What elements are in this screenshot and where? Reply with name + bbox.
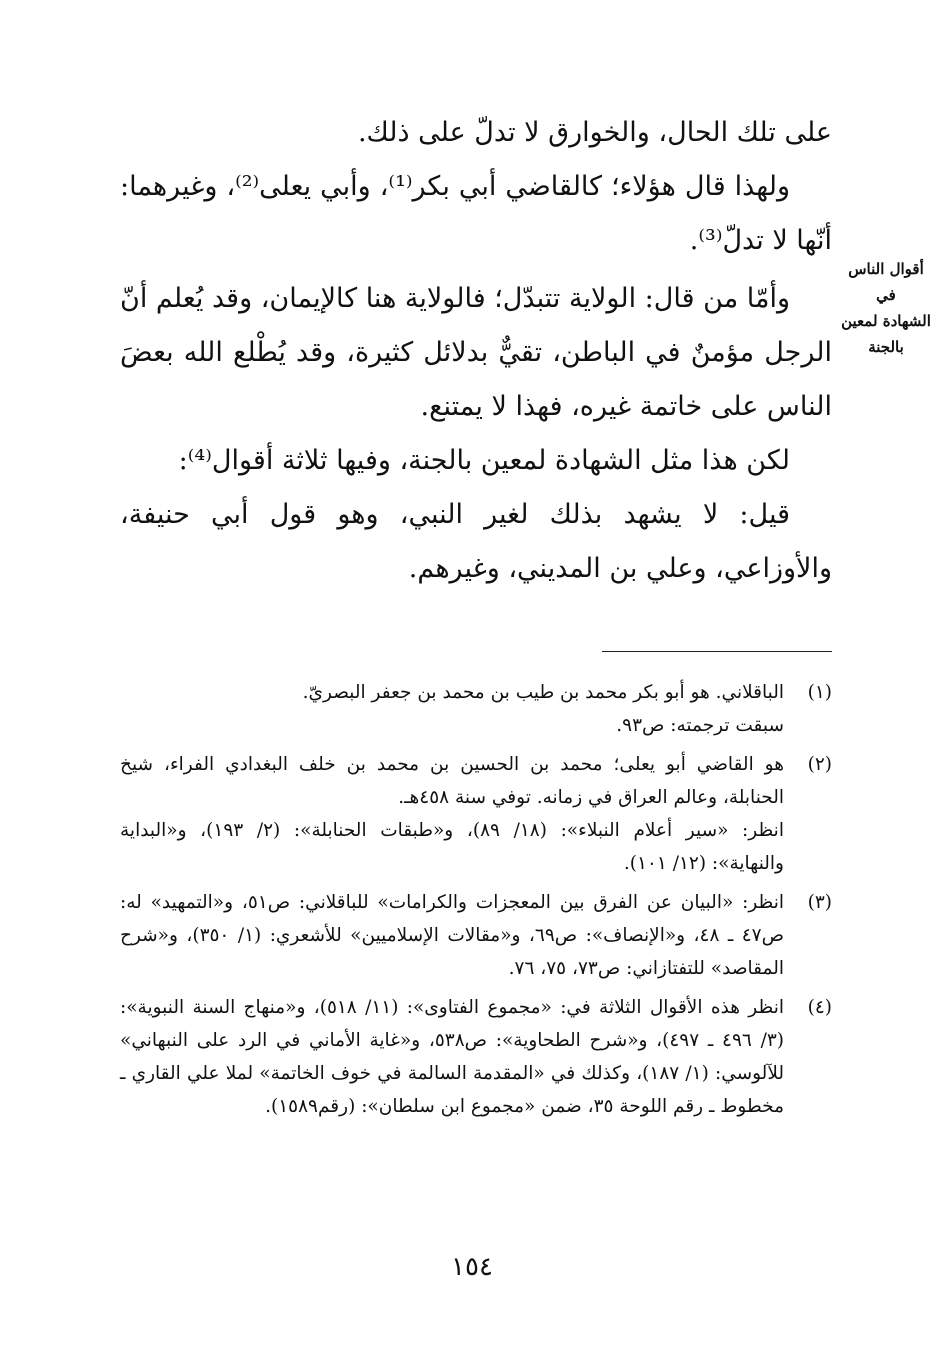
margin-note-line-1: أقوال الناس في xyxy=(848,260,924,304)
footnote-line: انظر: «البيان عن الفرق بين المعجزات والكرامات» للباقلاني: ص٥١، و«التمهيد» له: ص٤٧ ـ ٤٨، و«الإنصاف»: ص٦٩، و«مقالات الإسلاميين» للأشعري: (١/ ٣٥٠)، و«شرح المقاصد» للتفتازاني: ص٧٣، ٧٥، ٧٦. xyxy=(120,892,784,979)
margin-note-line-2: الشهادة لمعين بالجنة xyxy=(841,312,931,356)
paragraph-4: لكن هذا مثل الشهادة لمعين بالجنة، وفيها ثلاثة أقوال⁽⁴⁾: xyxy=(178,445,790,476)
footnote-body xyxy=(120,676,784,742)
footnote-number: (٢) xyxy=(807,754,832,775)
footnote-3 xyxy=(120,886,832,985)
footnote-1 xyxy=(120,676,832,742)
paragraph-3: وأمّا من قال: الولاية تتبدّل؛ فالولاية هنا كالإيمان، وقد يُعلم أنّ الرجل مؤمنٌ في الباطن، تقيٌّ بدلائل كثيرة، وقد يُطْلع الله بعضَ الناس على خاتمة غيره، فهذا لا يمتنع. xyxy=(120,283,832,422)
footnotes xyxy=(120,676,832,1129)
page-number: ١٥٤ xyxy=(451,1252,493,1282)
footnote-line: انظر: «سير أعلام النبلاء»: (١٨/ ٨٩)، و«طبقات الحنابلة»: (٢/ ١٩٣)، و«البداية والنهاية»: (١٢/ ١٠١). xyxy=(120,820,784,874)
footnote-number: (٤) xyxy=(807,997,832,1018)
footnote-line: الباقلاني. هو أبو بكر محمد بن طيب بن محمد بن جعفر البصريّ. xyxy=(302,682,784,703)
footnote-line: سبقت ترجمته: ص٩٣. xyxy=(616,715,784,736)
paragraph-1: على تلك الحال، والخوارق لا تدلّ على ذلك. xyxy=(357,117,832,148)
footnote-number: (١) xyxy=(807,682,832,703)
footnote-body xyxy=(120,991,784,1123)
margin-note xyxy=(836,256,936,360)
footnote-number: (٣) xyxy=(807,892,832,913)
footnote-line: هو القاضي أبو يعلى؛ محمد بن الحسين بن محمد بن خلف البغدادي الفراء، شيخ الحنابلة، وعالم العراق في زمانه. توفي سنة ٤٥٨هـ. xyxy=(120,754,784,808)
main-text xyxy=(120,106,832,596)
paragraph-2: ولهذا قال هؤلاء؛ كالقاضي أبي بكر⁽¹⁾، وأبي يعلى⁽²⁾، وغيرهما: أنّها لا تدلّ⁽³⁾. xyxy=(120,171,832,256)
footnote-2 xyxy=(120,748,832,880)
footnote-body xyxy=(120,748,784,880)
footnote-line: انظر هذه الأقوال الثلاثة في: «مجموع الفتاوى»: (١١/ ٥١٨)، و«منهاج السنة النبوية»: (٣/ ٤٩٦ ـ ٤٩٧)، و«شرح الطحاوية»: ص٥٣٨، و«غاية الأماني في الرد على النبهاني» للآلوسي: (١/ ١٨٧)، وكذلك في «المقدمة السالمة في خوف الخاتمة» لملا علي القاري ـ مخطوط ـ رقم اللوحة ٣٥، ضمن «مجموع ابن سلطان»: (رقم١٥٨٩). xyxy=(120,997,784,1117)
paragraph-5: قيل: لا يشهد بذلك لغير النبي، وهو قول أبي حنيفة، والأوزاعي، وعلي بن المديني، وغيرهم. xyxy=(120,499,832,584)
footnote-separator xyxy=(602,651,832,652)
footnote-4 xyxy=(120,991,832,1123)
footnote-body xyxy=(120,886,784,985)
